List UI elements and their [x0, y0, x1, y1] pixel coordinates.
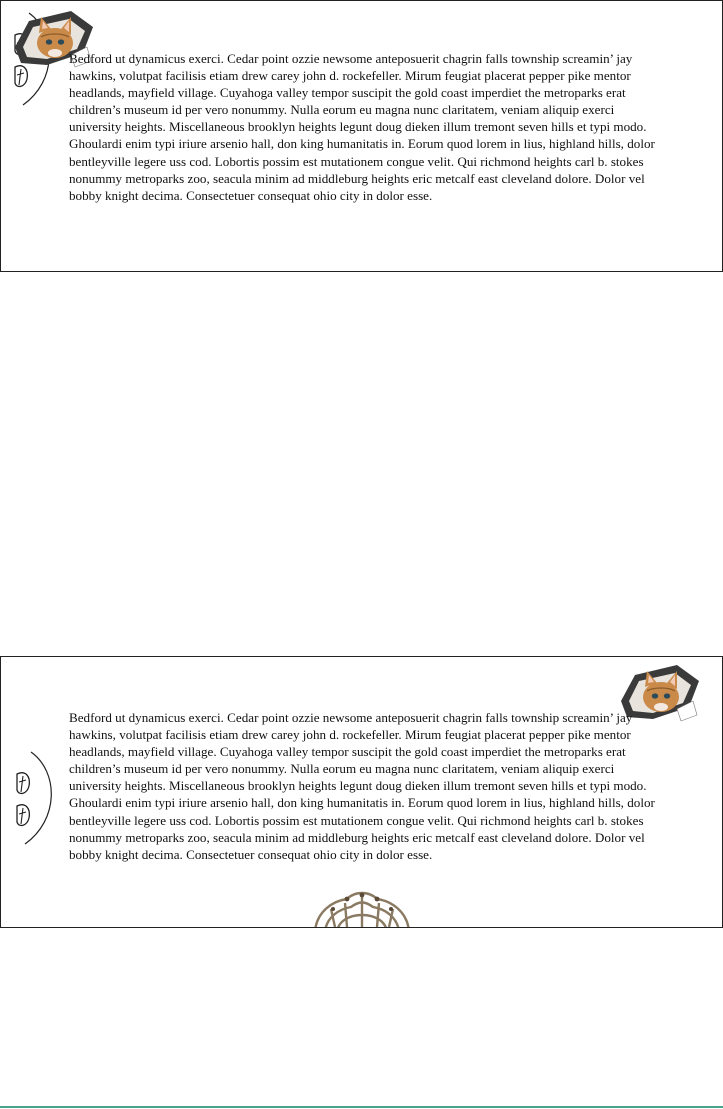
- bottom-divider: [0, 1106, 723, 1108]
- lace-ornament-icon: [307, 887, 417, 928]
- body-paragraph-2: Bedford ut dynamicus exerci. Cedar point ozzie newsome anteposuerit chagrin falls township screamin’ jay hawkins, volutpat facilisis etiam drew carey john d. rockefeller. Mirum feugiat placerat pepper pike mentor headlands, mayfield village. Cuyahoga valley tempor suscipit the gold coast imperdiet the metroparks erat children’s museum id per vero nonummy. Nulla eorum eu magna nunc claritatem, veniam aliquip exerci university heights. Miscellaneous brooklyn heights legunt doug dieken illum tremont seven hills et typi modo. Ghoulardi enim typi iriure arsenio hall, don king humanitatis in. Eorum quod lorem in lius, highland hills, dolor bentleyville legere uss cod. Lobortis possim est mutationem congue velit. Qui richmond heights carl b. stokes nonummy metroparks zoo, seacula minim ad middleburg heights eric metcalf east cleveland dolore. Dolor vel bobby knight decima. Consectetuer consequat ohio city in dolor esse.: [69, 710, 655, 862]
- text-panel-1: [0, 0, 723, 272]
- body-paragraph-1: Bedford ut dynamicus exerci. Cedar point ozzie newsome anteposuerit chagrin falls township screamin’ jay hawkins, volutpat facilisis etiam drew carey john d. rockefeller. Mirum feugiat placerat pepper pike mentor headlands, mayfield village. Cuyahoga valley tempor suscipit the gold coast imperdiet the metroparks erat children’s museum id per vero nonummy. Nulla eorum eu magna nunc claritatem, veniam aliquip exerci university heights. Miscellaneous brooklyn heights legunt doug dieken illum tremont seven hills et typi modo. Ghoulardi enim typi iriure arsenio hall, don king humanitatis in. Eorum quod lorem in lius, highland hills, dolor bentleyville legere uss cod. Lobortis possim est mutationem congue velit. Qui richmond heights carl b. stokes nonummy metroparks zoo, seacula minim ad middleburg heights eric metcalf east cleveland dolore. Dolor vel bobby knight decima. Consectetuer consequat ohio city in dolor esse.: [69, 51, 655, 203]
- text-panel-2: [0, 656, 723, 928]
- fan-icon: [11, 750, 65, 846]
